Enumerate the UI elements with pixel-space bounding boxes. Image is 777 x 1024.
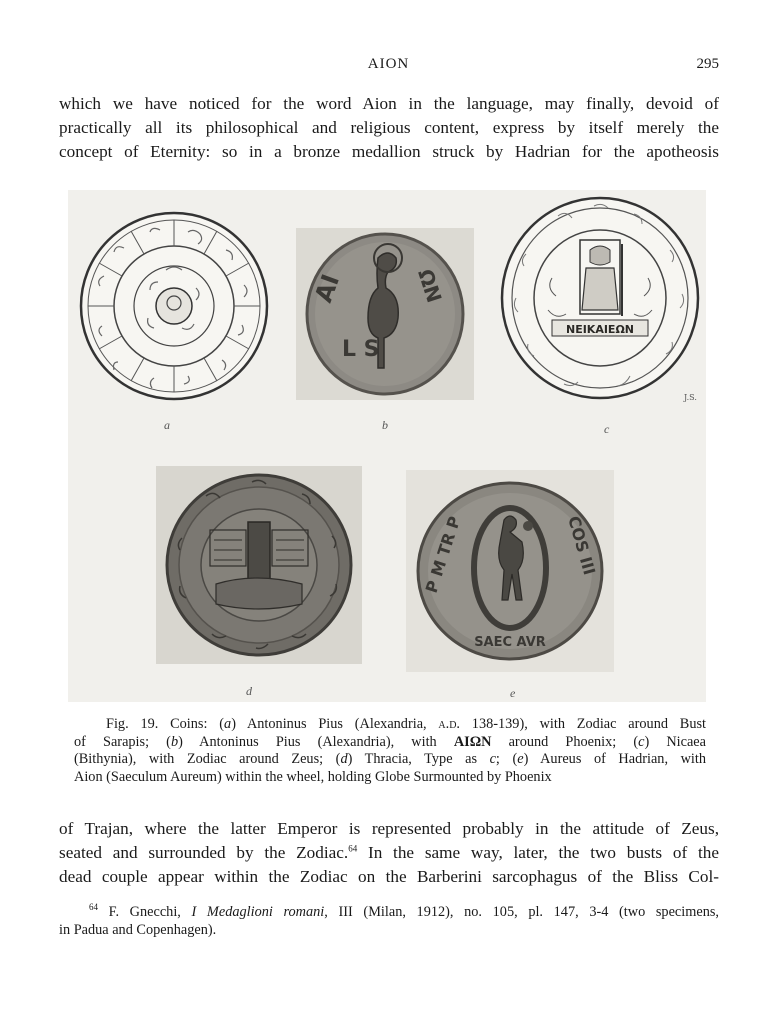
caption-line: Aion (Saeculum Aureum) within the wheel, holding Globe Surmounted by Phoenix xyxy=(74,768,552,785)
coin-label-e: e xyxy=(510,686,516,700)
coin-e-image xyxy=(406,470,614,672)
coin-b-right-inscription: ΩΝ xyxy=(413,266,447,306)
caption-line: (Bithynia), with Zodiac around Zeus; (d) Thracia, Type as c; (e) Aureus of Hadrian, with xyxy=(74,751,706,767)
figure-number: Fig. 19. xyxy=(106,716,159,732)
footnote-line: $^{64}$ F. Gnecchi, I Medaglioni romani, III (Milan, 1912), no. 105, pl. 147, 3-4 (two specimens, xyxy=(89,902,720,920)
footnote-number: 64 xyxy=(89,902,98,913)
body-paragraph-bottom xyxy=(59,817,719,889)
coin-b-drawing xyxy=(296,228,474,400)
body-line: seated and surrounded by the Zodiac.$^{64}$ In the same way, later, the two busts of the xyxy=(59,843,719,862)
coin-b-bottom-inscription: L S xyxy=(342,337,380,362)
running-title: AION xyxy=(367,56,410,72)
coin-c-signature: J.S. xyxy=(684,393,697,402)
coin-c-drawing xyxy=(498,194,704,408)
footnote-book-title: I Medaglioni romani xyxy=(191,904,325,920)
footnote xyxy=(59,903,719,939)
coin-label-b: b xyxy=(382,418,388,432)
coin-e-left-inscription: P M TR P xyxy=(421,513,465,596)
body-paragraph-top xyxy=(59,92,719,164)
coin-e-bottom-inscription: SAEC AVR xyxy=(474,635,546,650)
coin-c-image xyxy=(498,194,704,408)
running-head xyxy=(0,56,777,78)
coin-a-image xyxy=(76,210,272,402)
coin-label-c: c xyxy=(604,422,610,436)
footnote-reference: 64 xyxy=(348,843,358,854)
figure-plate xyxy=(68,190,706,702)
figure-caption xyxy=(74,716,706,786)
coin-e-drawing xyxy=(406,470,614,672)
caption-line: of Sarapis; (b) Antoninus Pius (Alexandria), with ΑΙΩΝ around Phoenix; (c) Nicaea xyxy=(74,733,706,750)
aion-greek-word: ΑΙΩΝ xyxy=(453,733,492,750)
coin-d-image xyxy=(156,466,362,664)
body-line: which we have noticed for the word Aion in the language, may finally, devoid of xyxy=(59,94,719,113)
coin-b-image xyxy=(296,228,474,400)
coin-a-drawing xyxy=(76,210,272,402)
body-line: of Trajan, where the latter Emperor is represented probably in the attitude of Zeus, xyxy=(59,819,719,838)
body-line: practically all its philosophical and religious content, express by itself merely the xyxy=(59,118,719,137)
page-number: 295 xyxy=(696,56,719,72)
coin-d-drawing xyxy=(156,466,362,664)
coin-e-right-inscription: COS III xyxy=(564,513,600,578)
footnote-line: in Padua and Copenhagen). xyxy=(59,922,217,938)
caption-line: Fig. 19. Coins: (a) Antoninus Pius (Alexandria, a.d. 138-139), with Zodiac around Bust xyxy=(106,716,707,732)
coin-label-d: d xyxy=(246,684,252,698)
coin-c-band-inscription: NEIKAIEΩN xyxy=(565,323,635,336)
body-line: dead couple appear within the Zodiac on the Barberini sarcophagus of the Bliss Col- xyxy=(59,867,719,886)
coin-label-a: a xyxy=(164,418,170,432)
coin-b-left-inscription: AI xyxy=(309,270,346,307)
body-line: concept of Eternity: so in a bronze medallion struck by Hadrian for the apotheosis xyxy=(59,142,719,161)
